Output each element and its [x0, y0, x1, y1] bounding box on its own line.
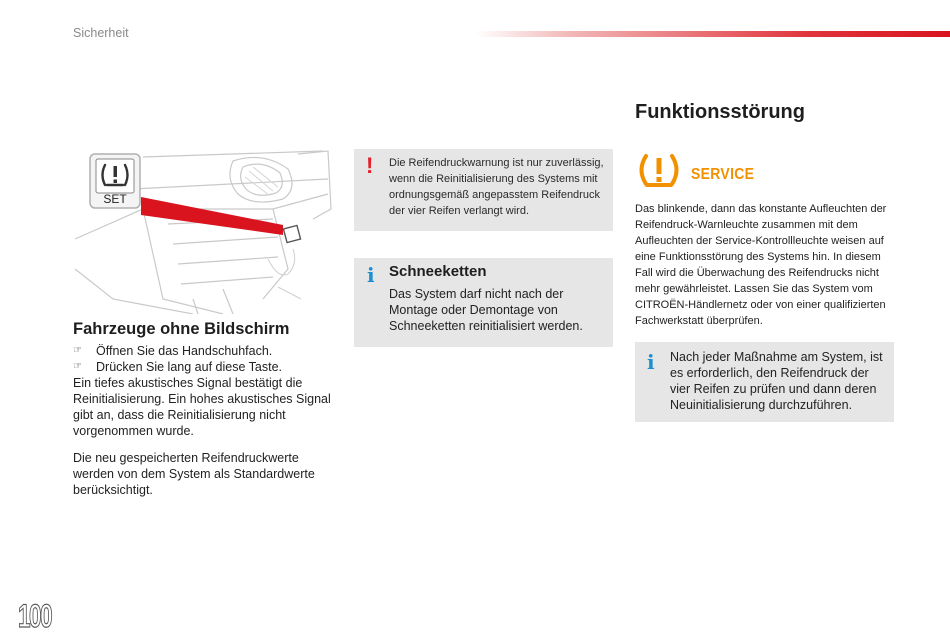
exclamation-icon: !	[366, 153, 374, 178]
list-item: ☞ Öffnen Sie das Handschuhfach.	[73, 344, 273, 358]
snow-chains-title: Schneeketten	[389, 263, 487, 280]
tyre-pressure-warning-icon	[635, 150, 683, 196]
info-icon: i	[367, 263, 375, 287]
pointing-hand-icon: ☞	[73, 345, 82, 356]
section-heading-no-screen: Fahrzeuge ohne Bildschirm	[73, 320, 290, 338]
pointing-hand-icon: ☞	[73, 361, 82, 372]
snow-chains-text: Das System darf nicht nach der Montage oder Demontage von Schneeketten reinitialisiert werden.	[389, 287, 583, 333]
warning-text: Die Reifendruckwarnung ist nur zuverlässig, wenn die Reinitialisierung des Systems mit ordnungsgemäß angepasstem Reifendruck der vier Reifen verlangt wird.	[389, 157, 604, 217]
malfunction-heading: Funktionsstörung	[635, 101, 805, 123]
section-title: Sicherheit	[73, 26, 129, 40]
info-box	[635, 342, 894, 422]
service-warning-label: SERVICE	[691, 163, 755, 183]
stored-values-paragraph: Die neu gespeicherten Reifendruckwerte werden von dem System als Standardwerte berücksichtigt.	[73, 451, 315, 497]
header-accent-line	[475, 31, 950, 37]
malfunction-text: Das blinkende, dann das konstante Aufleuchten der Reifendruck-Warnleuchte zusammen mit dem Aufleuchten der Service-Kontrollleuchte weisen auf eine Funktionsstörung des Systems hin. In diesem Fall wird die Überwachung des Reifendrucks nicht mehr gewährleistet. Lassen Sie das System vom CITROËN-Händlernetz oder von einer qualifizierten Fachwerkstatt überprüfen.	[635, 203, 887, 327]
set-label: SET	[103, 192, 127, 206]
list-item: ☞ Drücken Sie lang auf diese Taste.	[73, 360, 282, 374]
acoustic-signal-paragraph: Ein tiefes akustisches Signal bestätigt die Reinitialisierung. Ein hohes akustisches Signal gibt an, dass die Reinitialisierung nicht vorgenommen wurde.	[73, 376, 331, 438]
info-icon: i	[647, 350, 655, 374]
step-list	[73, 343, 338, 375]
pointer-arrow	[141, 197, 283, 235]
snow-chains-box	[354, 258, 613, 347]
glovebox-illustration	[73, 149, 333, 314]
warning-box	[354, 149, 613, 231]
info-text: Nach jeder Maßnahme am System, ist es erforderlich, den Reifendruck der vier Reifen zu prüfen und dann deren Neuinitialisierung durchzuführen.	[670, 350, 883, 412]
page-number: 100	[18, 598, 52, 633]
